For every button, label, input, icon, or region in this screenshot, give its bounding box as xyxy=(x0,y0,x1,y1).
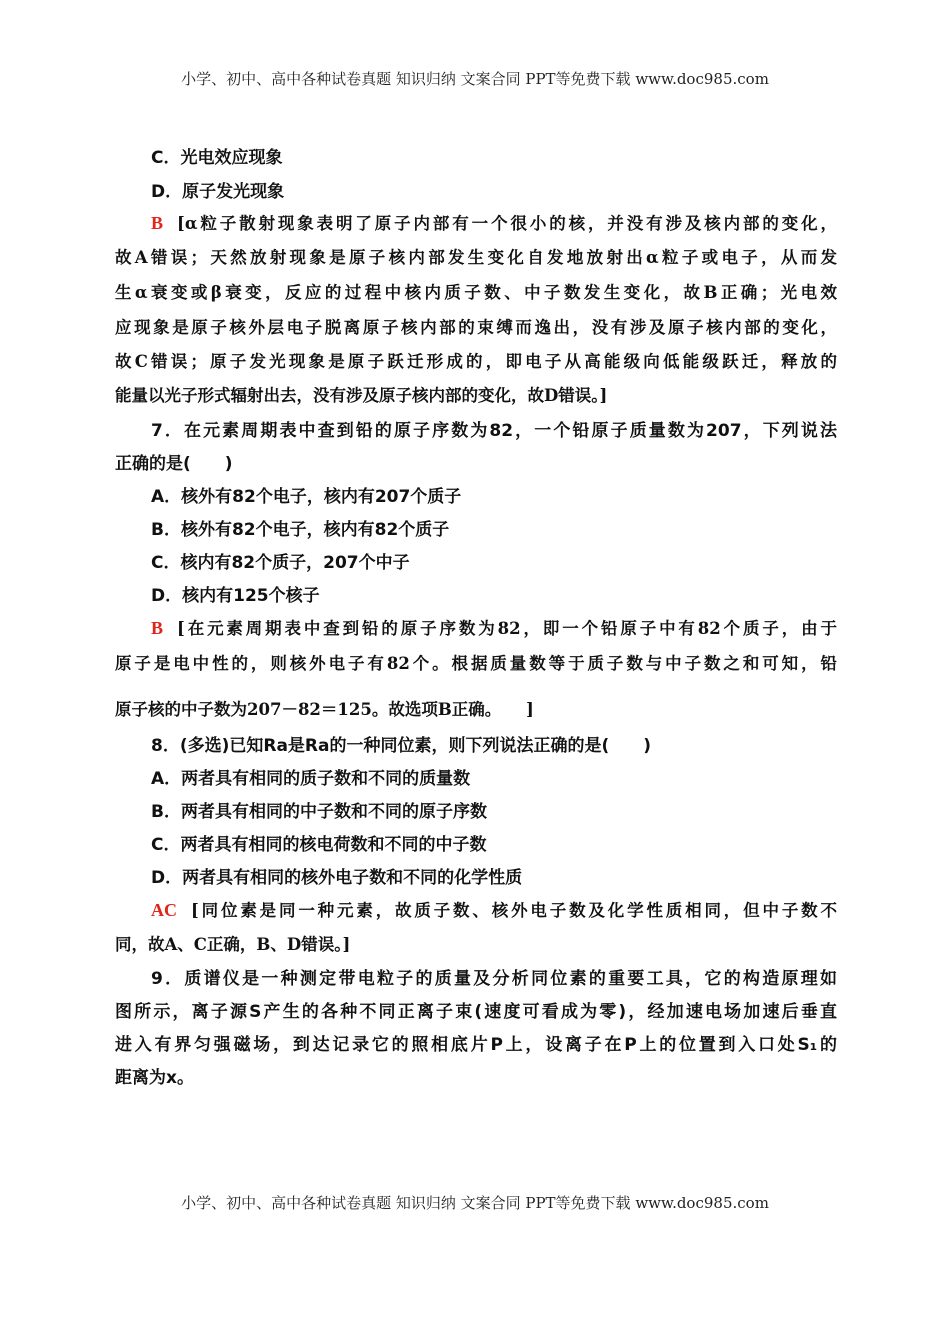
q8-option-d: D．两者具有相同的核外电子数和不同的化学性质 xyxy=(151,868,523,888)
q6-option-c: C．光电效应现象 xyxy=(151,148,283,168)
q8-stem: 8．(多选)已知Ra是Ra的一种同位素，则下列说法正确的是( ) xyxy=(151,736,652,756)
q8-explanation-line-1: AC [同位素是同一种元素，故质子数、核外电子数及化学性质相同，但中子数不 xyxy=(151,900,837,920)
q6-answer: B xyxy=(151,213,164,233)
q6-explanation-line-1: B [α粒子散射现象表明了原子内部有一个很小的核，并没有涉及核内部的变化， xyxy=(151,213,837,233)
q8-explanation-line-2: 同，故A、C正确，B、D错误。] xyxy=(115,935,351,954)
q6-explanation-line-4: 应现象是原子核外层电子脱离原子核内部的束缚而逸出，没有涉及原子核内部的变化， xyxy=(115,318,837,337)
q9-stem-line-3: 进入有界匀强磁场，到达记录它的照相底片P上，设离子在P上的位置到入口处S₁的 xyxy=(115,1035,837,1055)
q7-option-d: D．核内有125个核子 xyxy=(151,586,320,606)
q7-option-b: B．核外有82个电子，核内有82个质子 xyxy=(151,520,450,540)
q7-explanation-line-3: 原子核的中子数为207－82＝125。故选项B正确。 ] xyxy=(115,700,534,719)
q8-option-c: C．两者具有相同的核电荷数和不同的中子数 xyxy=(151,835,487,855)
q7-explanation-line-2: 原子是电中性的，则核外电子有82个。根据质量数等于质子数与中子数之和可知，铅 xyxy=(115,654,837,673)
q7-option-a: A．核外有82个电子，核内有207个质子 xyxy=(151,487,462,507)
q7-stem-line-2: 正确的是( ) xyxy=(115,454,233,474)
q6-explanation-line-6: 能量以光子形式辐射出去，没有涉及原子核内部的变化，故D错误。] xyxy=(115,386,608,405)
page-header: 小学、初中、高中各种试卷真题 知识归纳 文案合同 PPT等免费下载 www.doc985.com xyxy=(181,70,769,88)
q7-answer: B xyxy=(151,618,164,638)
q6-explanation-line-2: 故A错误；天然放射现象是原子核内部发生变化自发地放射出α粒子或电子，从而发 xyxy=(115,248,837,267)
q8-answer: AC xyxy=(151,900,177,920)
q9-stem-line-1: 9．质谱仪是一种测定带电粒子的质量及分析同位素的重要工具，它的构造原理如 xyxy=(151,969,837,989)
q7-stem-line-1: 7．在元素周期表中查到铅的原子序数为82，一个铅原子质量数为207，下列说法 xyxy=(151,421,837,441)
q6-explanation-line-5: 故C错误；原子发光现象是原子跃迁形成的，即电子从高能级向低能级跃迁，释放的 xyxy=(115,352,837,371)
q9-stem-line-4: 距离为x。 xyxy=(115,1068,194,1088)
q7-option-c: C．核内有82个质子，207个中子 xyxy=(151,553,410,573)
q8-option-b: B．两者具有相同的中子数和不同的原子序数 xyxy=(151,802,487,822)
q8-option-a: A．两者具有相同的质子数和不同的质量数 xyxy=(151,769,471,789)
page-footer: 小学、初中、高中各种试卷真题 知识归纳 文案合同 PPT等免费下载 www.doc985.com xyxy=(181,1194,769,1212)
q7-explanation-line-1: B [在元素周期表中查到铅的原子序数为82，即一个铅原子中有82个质子，由于 xyxy=(151,618,837,638)
q6-option-d: D．原子发光现象 xyxy=(151,182,285,202)
q9-stem-line-2: 图所示，离子源S产生的各种不同正离子束(速度可看成为零)，经加速电场加速后垂直 xyxy=(115,1002,837,1022)
q6-explanation-line-3: 生α衰变或β衰变，反应的过程中核内质子数、中子数发生变化，故B正确；光电效 xyxy=(115,283,837,302)
